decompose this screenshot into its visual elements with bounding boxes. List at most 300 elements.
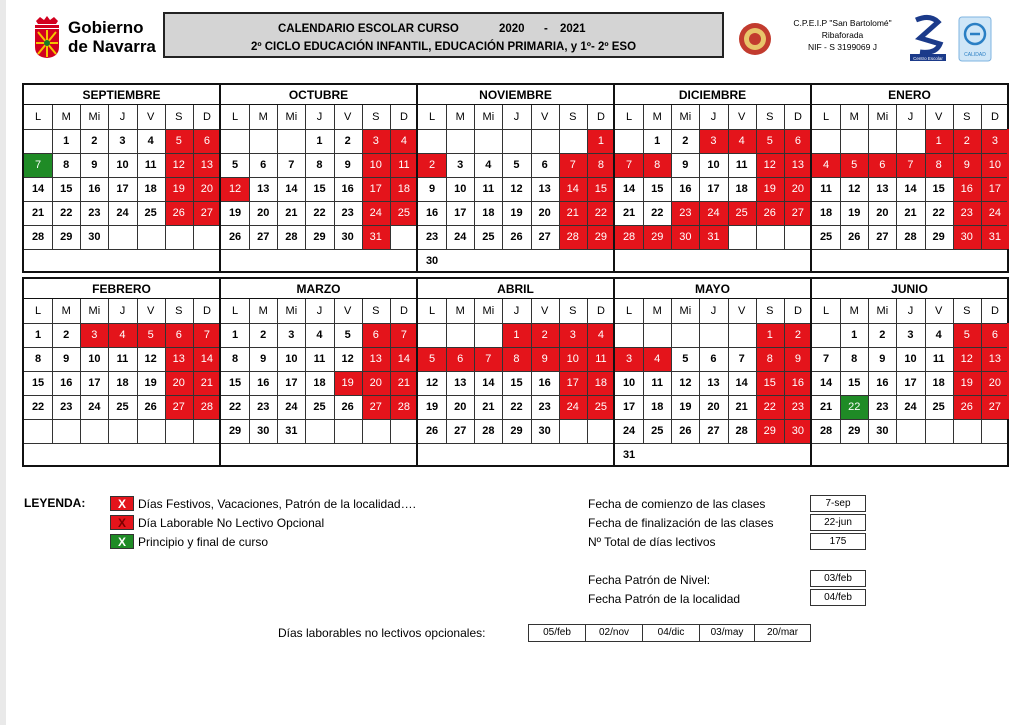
day-cell: 14 (559, 177, 587, 201)
day-cell: 10 (454, 183, 467, 195)
day-cell: 24 (454, 231, 467, 243)
grid-line (812, 323, 1007, 324)
optional-days-label: Días laborables no lectivos opcionales: (278, 626, 486, 640)
day-cell: 26 (144, 401, 157, 413)
day-cell: 30 (88, 231, 101, 243)
day-cell: 6 (710, 353, 717, 365)
end-date-value: 22-jun (810, 514, 866, 531)
day-cell: 10 (285, 353, 298, 365)
day-cell (981, 443, 1009, 467)
grid-line (221, 395, 416, 396)
local-patron-value: 04/feb (810, 589, 866, 606)
weekday-header: L (232, 305, 239, 317)
month-name: SEPTIEMBRE (24, 85, 219, 105)
day-cell: 18 (144, 183, 157, 195)
day-cell: 16 (425, 207, 439, 219)
weekday-header: J (513, 305, 520, 317)
day-cell: 5 (513, 159, 520, 171)
day-cell: 11 (144, 159, 157, 171)
day-cell (587, 419, 615, 443)
day-cell: 13 (707, 377, 720, 389)
day-cell (868, 443, 896, 467)
day-cell: 3 (981, 129, 1009, 153)
grid-line (221, 153, 416, 154)
day-cell: 11 (390, 153, 418, 177)
grid-line (418, 225, 613, 226)
legend-mark-course: X (110, 534, 134, 549)
weekday-header: S (766, 305, 774, 317)
weekday-header: L (35, 111, 42, 123)
day-cell (137, 249, 165, 273)
weekday-header: S (372, 111, 380, 123)
day-cell (559, 419, 587, 443)
weekday-header: M (258, 111, 268, 123)
day-cell: 23 (88, 207, 101, 219)
logo-line1: Gobierno (68, 18, 144, 37)
weekday-header: D (399, 305, 408, 317)
day-cell (165, 225, 193, 249)
day-cell: 1 (35, 329, 42, 341)
day-cell: 5 (682, 353, 689, 365)
weekday-header: D (202, 111, 211, 123)
weekday-header: S (569, 305, 577, 317)
day-cell (925, 419, 953, 443)
day-cell (221, 249, 249, 273)
day-cell: 20 (707, 401, 720, 413)
day-cell: 30 (953, 225, 981, 249)
level-patron-label: Fecha Patrón de Nivel: (588, 573, 711, 587)
title-box (163, 12, 724, 58)
grid-line (24, 129, 219, 130)
day-cell: 18 (932, 377, 945, 389)
grid-line (221, 347, 416, 348)
day-cell: 2 (531, 323, 559, 347)
day-cell: 20 (454, 401, 467, 413)
weekday-header: V (540, 305, 549, 317)
day-cell: 20 (165, 371, 193, 395)
weekday-header: J (710, 111, 717, 123)
day-cell: 28 (285, 231, 298, 243)
day-cell (221, 129, 249, 153)
day-cell: 18 (116, 377, 129, 389)
day-cell (699, 323, 727, 347)
day-cell: 24 (981, 201, 1009, 225)
day-cell: 16 (538, 377, 551, 389)
day-cell: 10 (981, 153, 1009, 177)
day-cell: 12 (756, 153, 784, 177)
day-cell: 25 (932, 401, 945, 413)
day-cell: 29 (848, 425, 861, 437)
weekday-header: S (766, 111, 774, 123)
weekday-header: L (626, 305, 633, 317)
optional-day-3: 04/dic (642, 624, 700, 642)
day-cell: 9 (879, 353, 886, 365)
day-cell: 26 (165, 201, 193, 225)
weekday-header: Mi (679, 305, 692, 317)
day-cell: 12 (165, 153, 193, 177)
day-cell (812, 129, 840, 153)
day-cell (502, 129, 530, 153)
weekday-header: L (429, 305, 436, 317)
day-cell: 21 (622, 207, 636, 219)
day-cell: 1 (587, 129, 615, 153)
day-cell: 29 (587, 225, 615, 249)
day-cell: 21 (559, 201, 587, 225)
day-cell: 28 (390, 395, 418, 419)
day-cell: 18 (390, 177, 418, 201)
day-cell (418, 323, 446, 347)
day-cell (334, 419, 362, 443)
day-cell: 2 (418, 153, 446, 177)
grid-line (221, 249, 416, 250)
title-text: CALENDARIO ESCOLAR CURSO (278, 23, 459, 35)
day-cell: 3 (699, 129, 727, 153)
year-end: 2021 (560, 23, 586, 35)
day-cell: 16 (257, 377, 270, 389)
day-cell (896, 443, 924, 467)
day-cell (418, 129, 446, 153)
day-cell (193, 443, 221, 467)
month-name: NOVIEMBRE (418, 85, 613, 105)
day-cell (137, 443, 165, 467)
local-patron-label: Fecha Patrón de la localidad (588, 592, 741, 606)
day-cell: 16 (679, 183, 692, 195)
day-cell: 6 (165, 323, 193, 347)
weekday-header: D (596, 305, 605, 317)
day-cell: 3 (457, 159, 464, 171)
day-cell: 31 (981, 225, 1009, 249)
day-cell (812, 249, 840, 273)
day-cell: 14 (904, 183, 917, 195)
day-cell: 4 (935, 329, 942, 341)
day-cell: 11 (735, 159, 748, 171)
day-cell: 21 (482, 401, 495, 413)
day-cell: 27 (784, 201, 812, 225)
day-cell: 5 (840, 153, 868, 177)
day-cell (953, 419, 981, 443)
day-cell: 22 (313, 207, 326, 219)
day-cell (531, 129, 559, 153)
day-cell: 13 (876, 183, 889, 195)
grid-line (812, 201, 1007, 202)
month-septiembre (22, 83, 221, 273)
weekday-header: J (710, 305, 717, 317)
day-cell: 10 (88, 353, 101, 365)
optional-day-2: 02/nov (585, 624, 643, 642)
day-cell: 8 (35, 353, 42, 365)
grid-line (221, 371, 416, 372)
day-cell (502, 443, 530, 467)
day-cell (390, 419, 418, 443)
day-cell: 2 (784, 323, 812, 347)
day-cell: 1 (232, 329, 239, 341)
day-cell (474, 129, 502, 153)
day-cell (362, 443, 390, 467)
month-name: DICIEMBRE (615, 85, 810, 105)
day-cell: 23 (671, 201, 699, 225)
day-cell: 10 (622, 377, 636, 389)
day-cell: 7 (24, 153, 52, 177)
day-cell: 24 (559, 395, 587, 419)
day-cell: 18 (819, 207, 833, 219)
grid-line (418, 419, 613, 420)
weekday-header: V (146, 305, 155, 317)
day-cell (334, 443, 362, 467)
weekday-header: Mi (482, 305, 495, 317)
day-cell: 19 (848, 207, 861, 219)
day-cell: 2 (260, 329, 267, 341)
grid-line (24, 347, 219, 348)
weekday-header: S (963, 305, 971, 317)
day-cell: 1 (756, 323, 784, 347)
optional-day-5: 20/mar (754, 624, 811, 642)
day-cell: 24 (362, 201, 390, 225)
grid-line (418, 177, 613, 178)
grid-line (615, 249, 810, 250)
day-cell: 21 (904, 207, 917, 219)
day-cell: 1 (502, 323, 530, 347)
weekday-header: S (175, 305, 183, 317)
day-cell (728, 443, 756, 467)
grid-line (418, 347, 613, 348)
day-cell: 6 (784, 129, 812, 153)
day-cell: 7 (288, 159, 295, 171)
day-cell: 4 (147, 135, 154, 147)
day-cell: 28 (615, 225, 643, 249)
day-cell: 23 (876, 401, 889, 413)
day-cell: 6 (981, 323, 1009, 347)
weekday-header: J (907, 111, 914, 123)
day-cell: 5 (953, 323, 981, 347)
day-cell: 6 (193, 129, 221, 153)
weekday-header: Mi (876, 111, 889, 123)
day-cell (531, 443, 559, 467)
day-cell: 16 (88, 183, 101, 195)
day-cell: 9 (429, 183, 436, 195)
day-cell (24, 249, 52, 273)
day-cell: 16 (953, 177, 981, 201)
day-cell: 11 (651, 377, 664, 389)
day-cell (305, 249, 333, 273)
day-cell: 26 (510, 231, 523, 243)
grid-line (221, 323, 416, 324)
day-cell: 22 (510, 401, 523, 413)
day-cell (108, 225, 136, 249)
day-cell: 23 (60, 401, 73, 413)
day-cell: 14 (622, 183, 636, 195)
day-cell: 7 (559, 153, 587, 177)
day-cell: 16 (784, 371, 812, 395)
day-cell: 7 (474, 347, 502, 371)
day-cell: 25 (144, 207, 157, 219)
day-cell (474, 249, 502, 273)
day-cell: 19 (144, 377, 157, 389)
weekday-header: Mi (482, 111, 495, 123)
day-cell: 11 (932, 353, 945, 365)
day-cell: 2 (63, 329, 70, 341)
day-cell: 24 (116, 207, 129, 219)
day-cell: 19 (953, 371, 981, 395)
grid-line (615, 177, 810, 178)
grid-line (615, 129, 810, 130)
weekday-header: S (963, 111, 971, 123)
day-cell (896, 129, 924, 153)
day-cell: 10 (362, 153, 390, 177)
weekday-header: L (232, 111, 239, 123)
day-cell: 27 (876, 231, 889, 243)
day-cell (699, 249, 727, 273)
weekday-header: J (119, 305, 126, 317)
day-cell (305, 419, 333, 443)
weekday-header: J (316, 305, 323, 317)
day-cell: 21 (819, 401, 833, 413)
day-cell: 8 (316, 159, 323, 171)
day-cell: 20 (257, 207, 270, 219)
weekday-header: Mi (285, 111, 298, 123)
day-cell: 29 (643, 225, 671, 249)
day-cell: 17 (559, 371, 587, 395)
day-cell: 29 (756, 419, 784, 443)
day-cell (643, 443, 671, 467)
day-cell: 14 (31, 183, 45, 195)
grid-line (418, 249, 613, 250)
day-cell: 2 (682, 135, 689, 147)
weekday-header: D (793, 305, 802, 317)
day-cell: 12 (425, 377, 439, 389)
day-cell: 18 (651, 401, 664, 413)
day-cell: 7 (615, 153, 643, 177)
day-cell: 11 (482, 183, 495, 195)
logo-line2: de Navarra (68, 37, 156, 56)
optional-day-4: 03/may (699, 624, 755, 642)
day-cell: 10 (707, 159, 720, 171)
day-cell: 30 (341, 231, 354, 243)
weekday-header: S (175, 111, 183, 123)
day-cell: 27 (981, 395, 1009, 419)
day-cell: 17 (116, 183, 129, 195)
day-cell: 9 (531, 347, 559, 371)
day-cell: 20 (876, 207, 889, 219)
grid-line (221, 225, 416, 226)
day-cell: 20 (538, 207, 551, 219)
weekday-header: L (626, 111, 633, 123)
weekday-header: M (61, 305, 71, 317)
school-name: C.P.E.I.P "San Bartolomé" (793, 18, 892, 28)
weekday-header: M (455, 111, 465, 123)
grid-line (418, 153, 613, 154)
day-cell: 27 (362, 395, 390, 419)
grid-line (812, 443, 1007, 444)
grid-line (24, 419, 219, 420)
weekday-header: L (823, 111, 830, 123)
day-cell: 15 (848, 377, 861, 389)
day-cell: 12 (679, 377, 692, 389)
day-cell: 13 (257, 183, 270, 195)
day-cell: 20 (193, 177, 221, 201)
day-cell: 6 (541, 159, 548, 171)
day-cell: 27 (707, 425, 720, 437)
day-cell: 12 (221, 177, 249, 201)
day-cell: 22 (932, 207, 945, 219)
day-cell (137, 419, 165, 443)
day-cell (277, 249, 305, 273)
grid-line (24, 201, 219, 202)
month-diciembre (613, 83, 812, 273)
day-cell: 16 (876, 377, 889, 389)
month-name: OCTUBRE (221, 85, 416, 105)
day-cell: 28 (193, 395, 221, 419)
weekday-header: J (119, 111, 126, 123)
day-cell (80, 419, 108, 443)
day-cell: 8 (587, 153, 615, 177)
month-name: JUNIO (812, 279, 1007, 299)
school-info (780, 17, 905, 53)
weekday-header: D (202, 305, 211, 317)
weekday-header: J (316, 111, 323, 123)
day-cell (671, 323, 699, 347)
school-brand-icon (908, 14, 948, 62)
day-cell: 25 (587, 395, 615, 419)
grid-line (24, 177, 219, 178)
day-cell: 1 (851, 329, 858, 341)
day-cell (80, 443, 108, 467)
day-cell: 17 (362, 177, 390, 201)
day-cell: 3 (615, 347, 643, 371)
day-cell (615, 129, 643, 153)
day-cell: 14 (482, 377, 495, 389)
weekday-header: V (737, 305, 746, 317)
day-cell (728, 323, 756, 347)
day-cell (108, 443, 136, 467)
day-cell (390, 249, 418, 273)
year-dash: - (544, 23, 548, 35)
day-cell: 6 (868, 153, 896, 177)
day-cell (277, 443, 305, 467)
day-cell (840, 249, 868, 273)
day-cell (531, 249, 559, 273)
day-cell (80, 249, 108, 273)
grid-line (812, 419, 1007, 420)
day-cell: 8 (232, 353, 239, 365)
day-cell: 19 (228, 207, 242, 219)
day-cell (52, 419, 80, 443)
day-cell: 1 (316, 135, 323, 147)
day-cell: 29 (313, 231, 326, 243)
month-name: FEBRERO (24, 279, 219, 299)
day-cell: 29 (932, 231, 945, 243)
day-cell: 11 (820, 183, 832, 195)
day-cell: 9 (344, 159, 351, 171)
weekday-header: S (372, 305, 380, 317)
day-cell: 15 (587, 177, 615, 201)
grid-line (418, 129, 613, 130)
legend-title: LEYENDA: (24, 496, 86, 510)
day-cell: 1 (925, 129, 953, 153)
day-cell: 3 (362, 129, 390, 153)
day-cell (925, 249, 953, 273)
day-cell: 3 (907, 329, 914, 341)
day-cell: 1 (654, 135, 661, 147)
day-cell: 19 (165, 177, 193, 201)
grid-line (615, 225, 810, 226)
grid-line (615, 371, 810, 372)
day-cell: 31 (699, 225, 727, 249)
day-cell: 29 (510, 425, 523, 437)
quality-badge-icon (958, 16, 992, 62)
day-cell (840, 129, 868, 153)
day-cell: 10 (116, 159, 129, 171)
day-cell (418, 443, 446, 467)
